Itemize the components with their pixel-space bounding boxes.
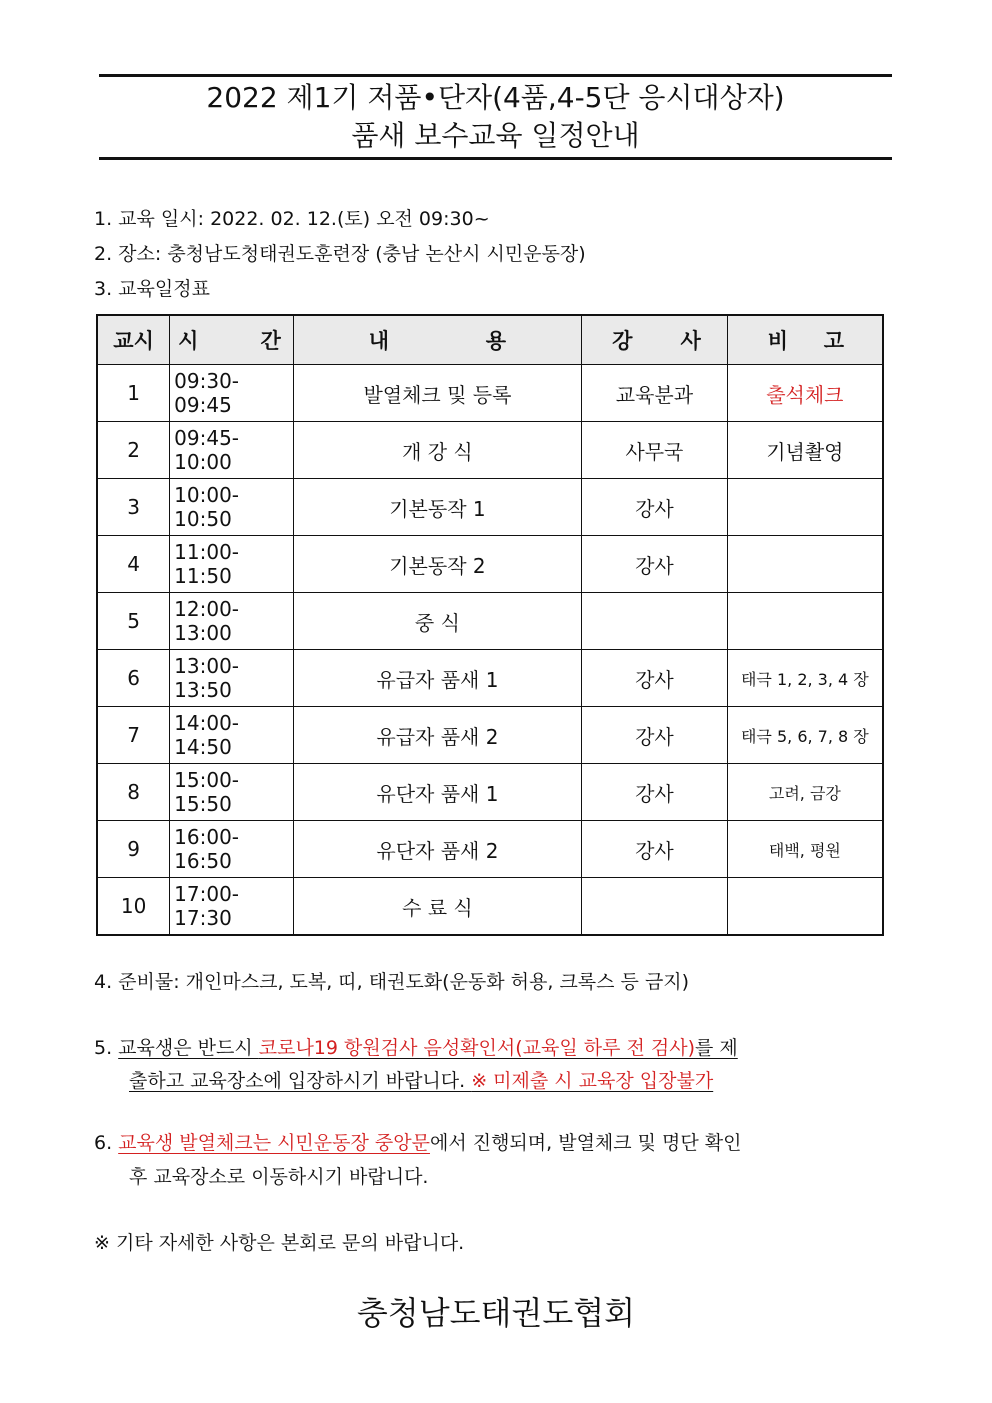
cell-time: 16:00-16:50 <box>170 821 294 878</box>
cell-content: 유급자 품새 1 <box>293 650 581 707</box>
table-row <box>97 536 883 593</box>
cell-note <box>727 878 883 936</box>
inquiry-notice: ※ 기타 자세한 사항은 본회로 문의 바랍니다. <box>94 1232 465 1254</box>
cell-content: 발열체크 및 등록 <box>293 365 581 422</box>
cell-time: 09:30-09:45 <box>170 365 294 422</box>
cell-period: 5 <box>97 593 170 650</box>
table-row <box>97 878 883 936</box>
cell-content: 유단자 품새 2 <box>293 821 581 878</box>
header-content: 내 용 <box>293 315 581 365</box>
cell-note <box>727 593 883 650</box>
cell-period: 7 <box>97 707 170 764</box>
cell-time: 17:00-17:30 <box>170 878 294 936</box>
cell-period: 1 <box>97 365 170 422</box>
cell-period: 6 <box>97 650 170 707</box>
item-covid-notice-line2: 출하고 교육장소에 입장하시기 바랍니다. ※ 미제출 시 교육장 입장불가 <box>129 1070 714 1092</box>
cell-time: 11:00-11:50 <box>170 536 294 593</box>
cell-note <box>727 536 883 593</box>
cell-note: 태백, 평원 <box>727 821 883 878</box>
cell-instructor: 강사 <box>582 821 728 878</box>
title-line-1: 2022 제1기 저품•단자(4품,4-5단 응시대상자) <box>206 81 785 114</box>
cell-content: 유단자 품새 1 <box>293 764 581 821</box>
item-supplies: 4. 준비물: 개인마스크, 도복, 띠, 태권도화(운동화 허용, 크록스 등 금지) <box>94 971 690 993</box>
cell-note: 고려, 금강 <box>727 764 883 821</box>
cell-period: 9 <box>97 821 170 878</box>
cell-period: 10 <box>97 878 170 936</box>
table-row <box>97 479 883 536</box>
cell-time: 14:00-14:50 <box>170 707 294 764</box>
document-title <box>99 74 892 160</box>
schedule-table <box>96 314 884 936</box>
cell-instructor: 사무국 <box>582 422 728 479</box>
table-header-row <box>97 315 883 365</box>
header-period: 교시 <box>97 315 170 365</box>
cell-time: 15:00-15:50 <box>170 764 294 821</box>
organization-name: 충청남도태권도협회 <box>356 1294 636 1332</box>
title-line-2: 품새 보수교육 일정안내 <box>351 119 640 152</box>
cell-note: 태극 5, 6, 7, 8 장 <box>727 707 883 764</box>
cell-instructor: 강사 <box>582 479 728 536</box>
cell-period: 8 <box>97 764 170 821</box>
item-location: 2. 장소: 충청남도청태권도훈련장 (충남 논산시 시민운동장) <box>94 243 586 265</box>
cell-content: 개 강 식 <box>293 422 581 479</box>
item-schedule-label: 3. 교육일정표 <box>94 278 210 300</box>
cell-instructor: 교육분과 <box>582 365 728 422</box>
cell-period: 4 <box>97 536 170 593</box>
table-row <box>97 593 883 650</box>
table-row <box>97 365 883 422</box>
item-date: 1. 교육 일시: 2022. 02. 12.(토) 오전 09:30~ <box>94 208 490 230</box>
cell-time: 09:45-10:00 <box>170 422 294 479</box>
cell-time: 10:00-10:50 <box>170 479 294 536</box>
item-fever-check: 6. 교육생 발열체크는 시민운동장 중앙문에서 진행되며, 발열체크 및 명단 확인 <box>94 1132 742 1154</box>
table-row <box>97 821 883 878</box>
item-fever-check-line2: 후 교육장소로 이동하시기 바랍니다. <box>129 1166 429 1188</box>
cell-instructor <box>582 878 728 936</box>
cell-note: 기념촬영 <box>727 422 883 479</box>
table-row <box>97 707 883 764</box>
cell-note: 태극 1, 2, 3, 4 장 <box>727 650 883 707</box>
table-row <box>97 764 883 821</box>
cell-content: 기본동작 2 <box>293 536 581 593</box>
header-time: 시 간 <box>170 315 294 365</box>
cell-note <box>727 479 883 536</box>
cell-instructor: 강사 <box>582 707 728 764</box>
cell-content: 기본동작 1 <box>293 479 581 536</box>
cell-instructor <box>582 593 728 650</box>
cell-instructor: 강사 <box>582 764 728 821</box>
cell-instructor: 강사 <box>582 536 728 593</box>
cell-note: 출석체크 <box>727 365 883 422</box>
cell-time: 12:00-13:00 <box>170 593 294 650</box>
cell-content: 수 료 식 <box>293 878 581 936</box>
cell-content: 유급자 품새 2 <box>293 707 581 764</box>
table-row <box>97 422 883 479</box>
cell-instructor: 강사 <box>582 650 728 707</box>
cell-period: 2 <box>97 422 170 479</box>
cell-period: 3 <box>97 479 170 536</box>
cell-content: 중 식 <box>293 593 581 650</box>
cell-time: 13:00-13:50 <box>170 650 294 707</box>
item-covid-notice: 5. 교육생은 반드시 코로나19 항원검사 음성확인서(교육일 하루 전 검사)를 제 <box>94 1037 738 1059</box>
table-row <box>97 650 883 707</box>
header-instructor: 강 사 <box>582 315 728 365</box>
header-note: 비 고 <box>727 315 883 365</box>
